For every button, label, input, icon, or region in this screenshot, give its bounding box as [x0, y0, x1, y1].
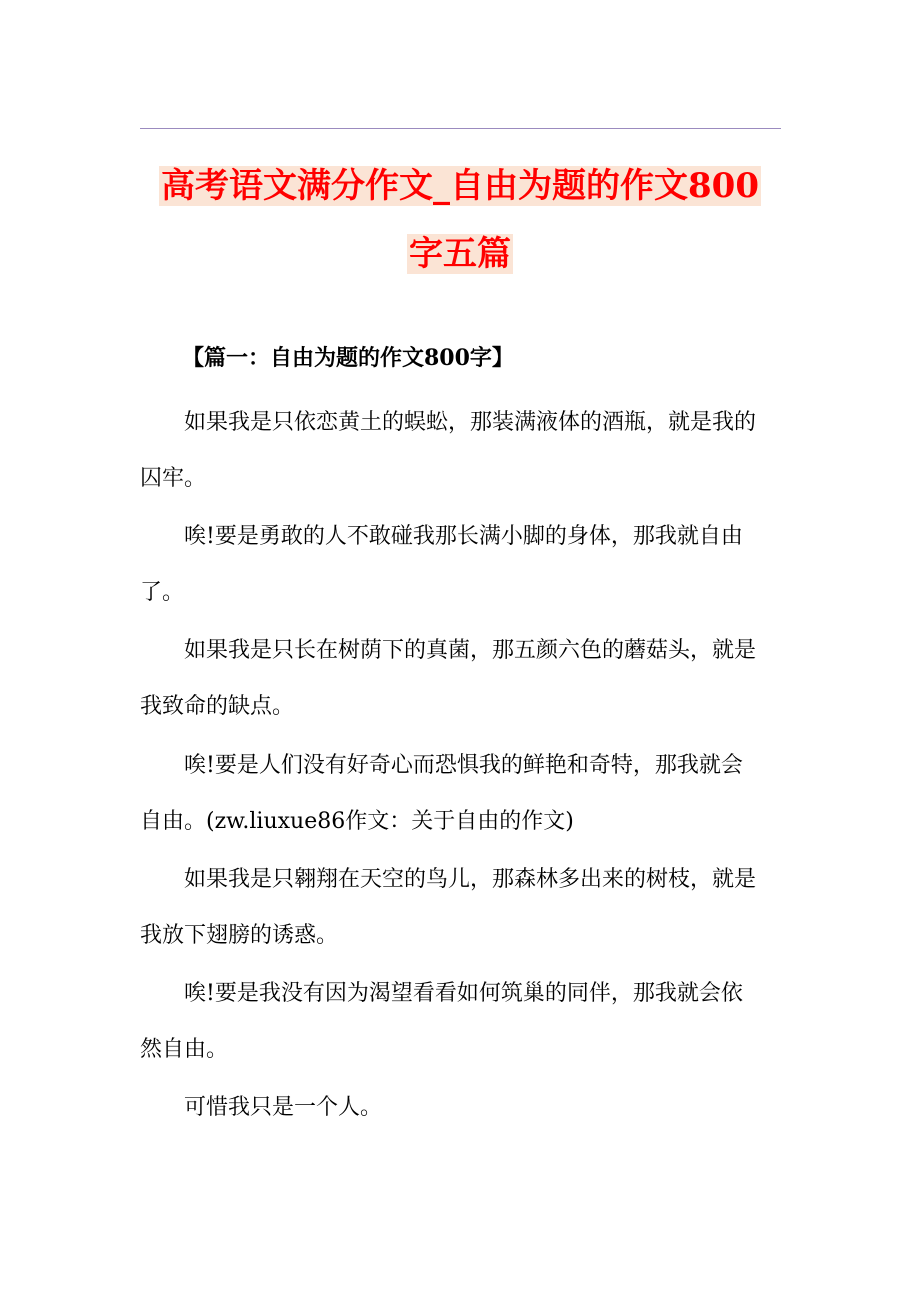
document-title-line-1: [0, 161, 920, 211]
paragraph-line: 我致命的缺点。: [140, 694, 295, 719]
paragraph-5: [140, 852, 782, 964]
section-heading: 【篇一：自由为题的作文800字】: [182, 345, 514, 371]
paragraph-line: 如果我是只长在树荫下的真菌，那五颜六色的蘑菇头，就是: [184, 638, 757, 663]
header-rule: [140, 128, 781, 129]
paragraph-line: 然自由。: [140, 1037, 229, 1062]
paragraph-line: 可惜我只是一个人。: [184, 1095, 383, 1120]
paragraph-line: 唉!要是我没有因为渴望看看如何筑巢的同伴，那我就会依: [184, 981, 743, 1006]
paragraph-3: [140, 623, 782, 735]
title-text-1: 高考语文满分作文_自由为题的作文800: [161, 166, 759, 206]
paragraph-line: 自由。(zw.liuxue86作文：关于自由的作文): [140, 809, 574, 834]
document-title-line-2: [0, 229, 920, 279]
title-text-2: 字五篇: [409, 234, 511, 274]
paragraph-4: [140, 738, 782, 850]
paragraph-1: [140, 395, 782, 507]
paragraph-line: 唉!要是人们没有好奇心而恐惧我的鲜艳和奇特，那我就会: [184, 753, 743, 778]
paragraph-2: [140, 509, 782, 621]
paragraph-7: [140, 1080, 782, 1136]
paragraph-line: 如果我是只翱翔在天空的鸟儿，那森林多出来的树枝，就是: [184, 867, 757, 892]
paragraph-6: [140, 966, 782, 1078]
paragraph-line: 了。: [140, 580, 185, 605]
paragraph-line: 如果我是只依恋黄土的蜈蚣，那装满液体的酒瓶，就是我的: [184, 410, 757, 435]
paragraph-line: 囚牢。: [140, 466, 207, 491]
paragraph-line: 我放下翅膀的诱惑。: [140, 923, 339, 948]
paragraph-line: 唉!要是勇敢的人不敢碰我那长满小脚的身体，那我就自由: [184, 524, 743, 549]
